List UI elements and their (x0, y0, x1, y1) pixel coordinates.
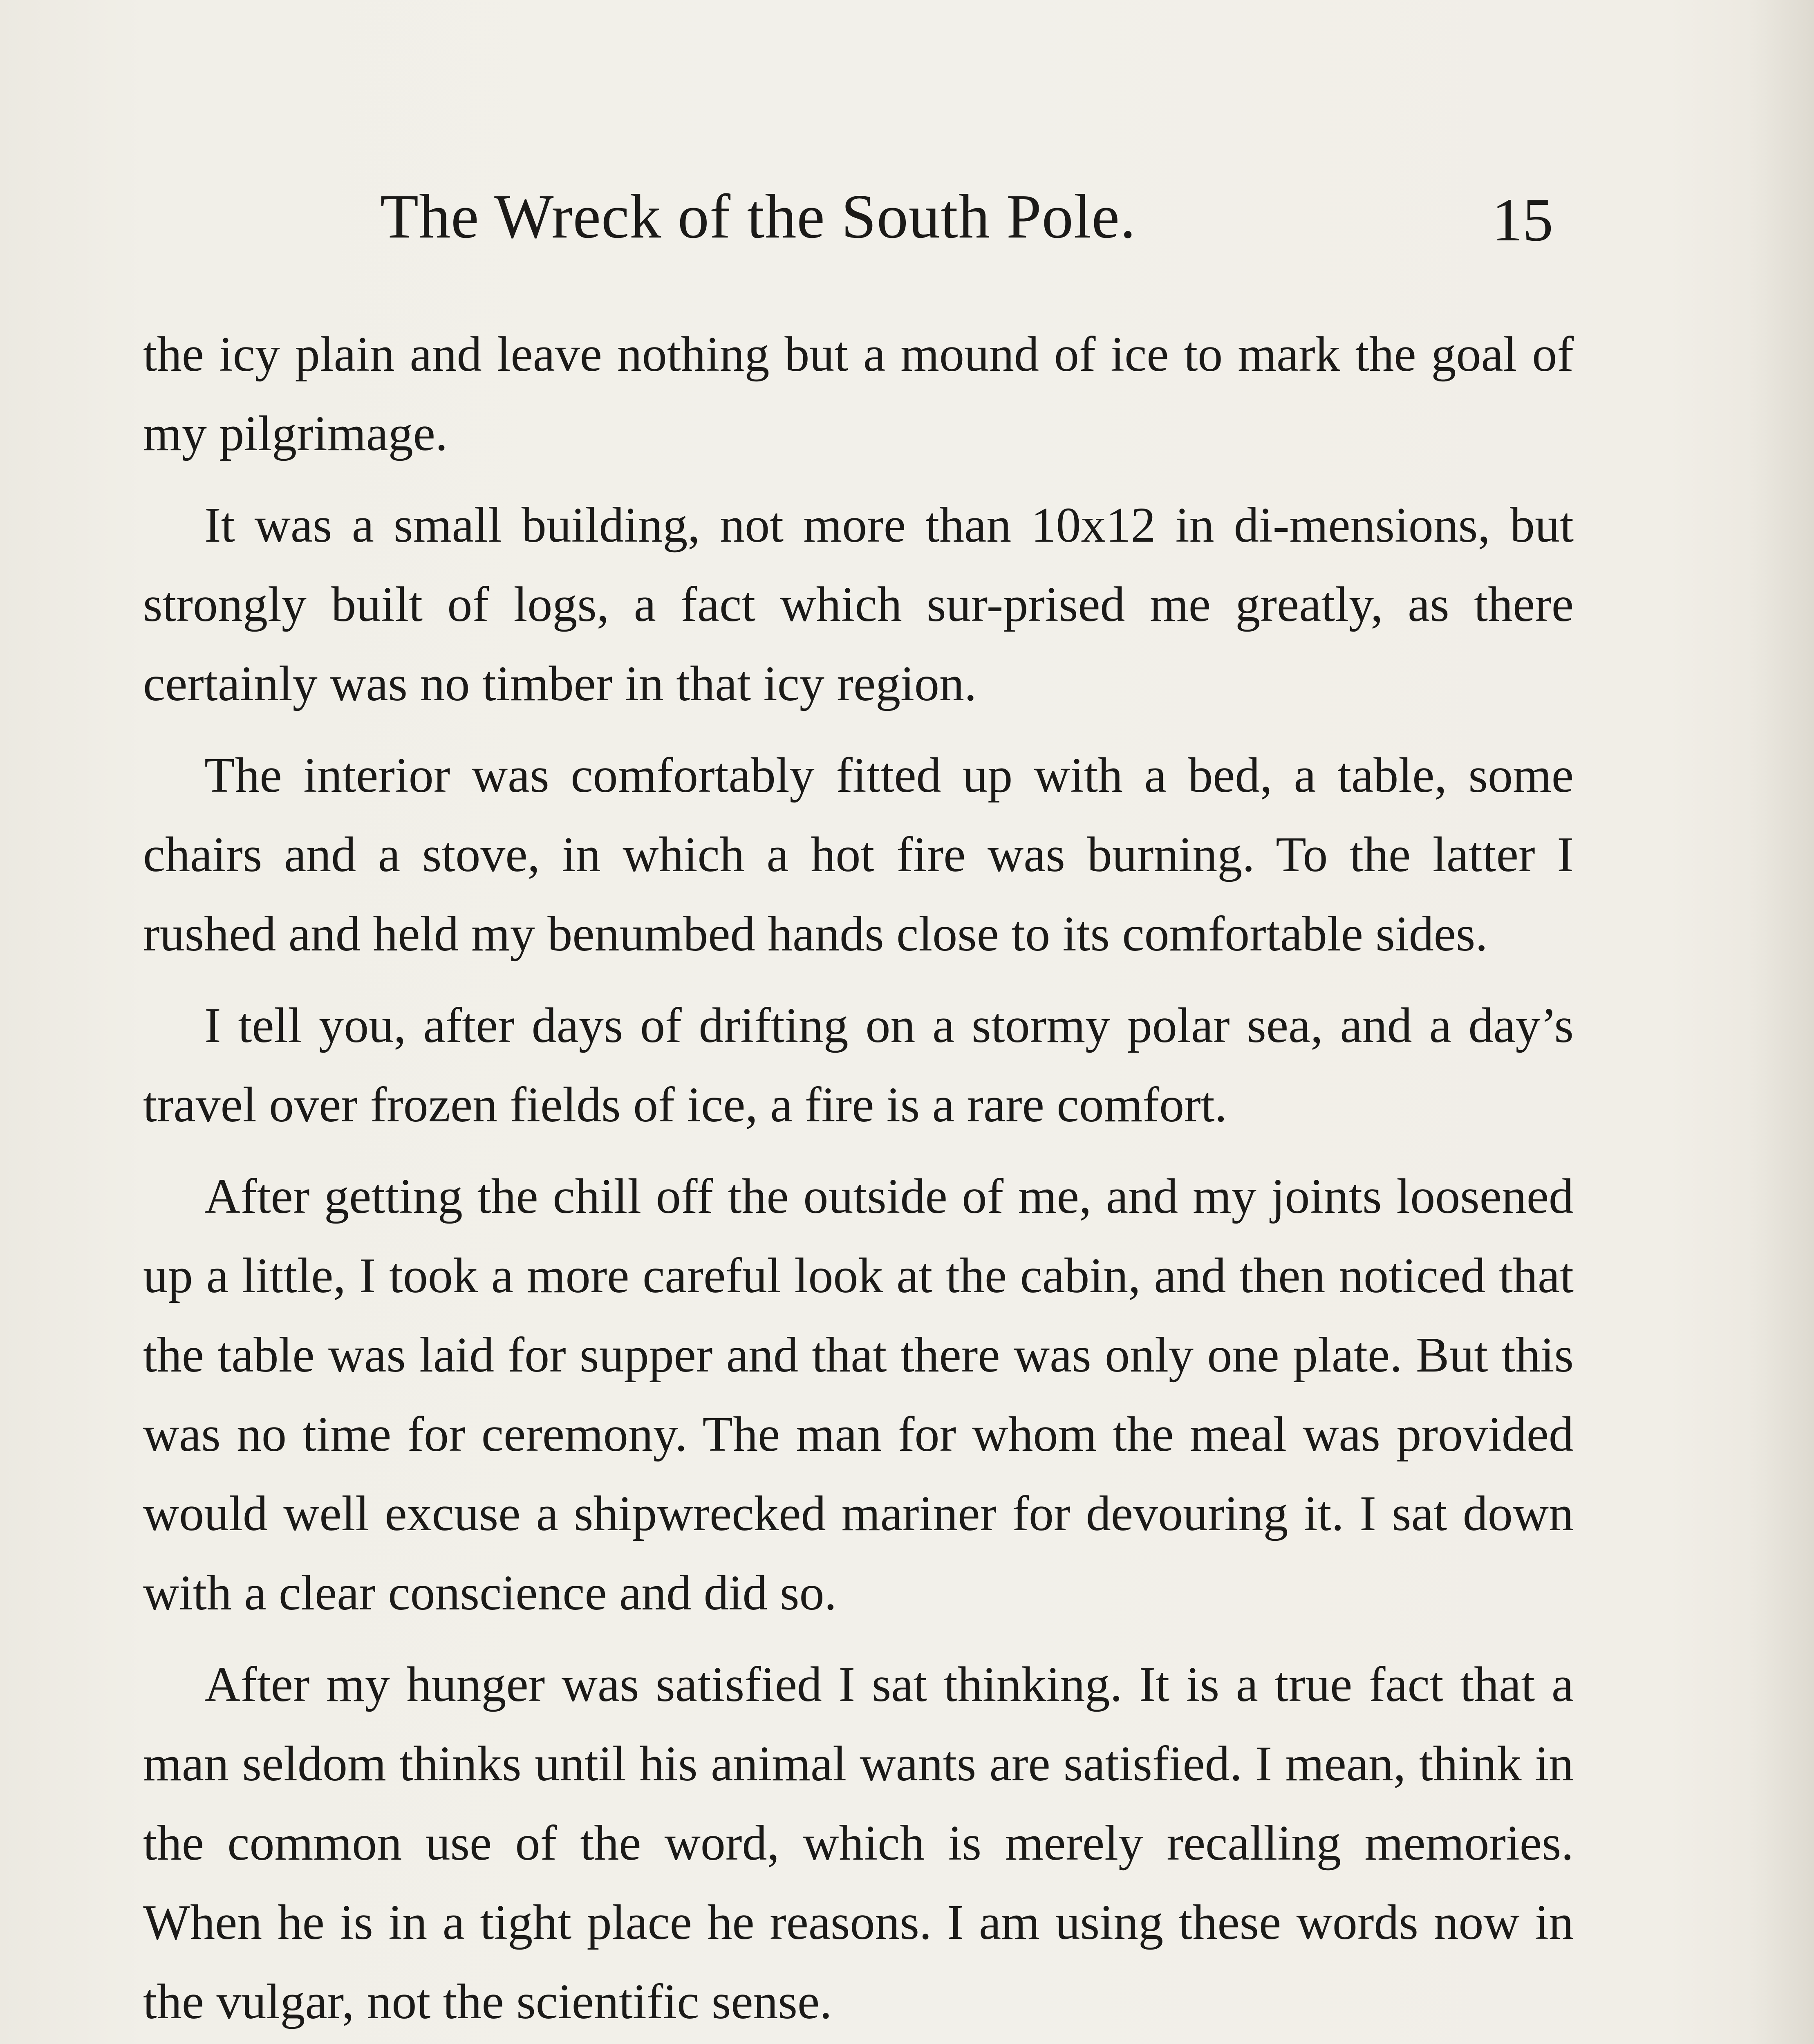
paragraph-3: The interior was comfortably fitted up with a bed, a table, some chairs and a stove, in which a hot fire was burning. To the latter I rushed and held my benumbed hands close to its comfortable sides. (143, 748, 1574, 961)
page-edge-shadow (1749, 0, 1814, 2044)
page-number: 15 (1492, 186, 1553, 254)
paragraph-2: It was a small building, not more than 10x12 in di-mensions, but strongly built of logs, a fact which sur-prised me greatly, as there certainly was no timber in that icy region. (143, 498, 1574, 711)
paragraph-1: the icy plain and leave nothing but a mound of ice to mark the goal of my pilgrimage. (143, 327, 1574, 461)
body-text (143, 315, 1574, 2044)
paragraph-5: After getting the chill off the outside of me, and my joints loosened up a little, I took a more careful look at the cabin, and then noticed that the table was laid for supper and that there was only one plate. But this was no time for ceremony. The man for whom the meal was provided would well excuse a shipwrecked mariner for devouring it. I sat down with a clear conscience and did so. (143, 1169, 1574, 1620)
paragraph-6: After my hunger was satisfied I sat thinking. It is a true fact that a man seldom thinks until his animal wants are satisfied. I mean, think in the common use of the word, which is merely recalling memories. When he is in a tight place he reasons. I am using these words now in the vulgar, not the scientific sense. (143, 1657, 1574, 2029)
running-title: The Wreck of the South Pole. (380, 182, 1136, 251)
paragraph-4: I tell you, after days of drifting on a stormy polar sea, and a day’s travel over frozen fields of ice, a fire is a rare comfort. (143, 998, 1574, 1132)
